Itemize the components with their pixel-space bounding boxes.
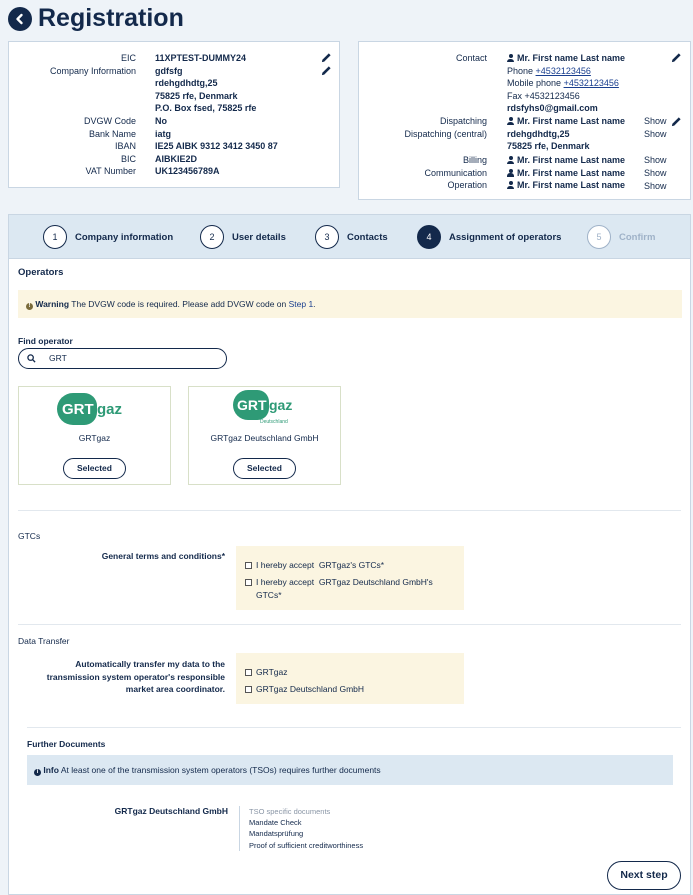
contact-mobile: Mobile phone +4532123456 [507,78,619,89]
data-transfer-options-box [236,653,464,704]
contact-email: rdsfyhs0@gmail.com [507,103,598,114]
gtc-continuation: GTCs* [256,590,282,600]
company-information-label: Company Information [49,65,136,76]
person-icon [507,169,514,177]
page-header [8,4,184,33]
bic-value: AIBKIE2D [155,153,198,164]
tso-documents-list [239,806,363,851]
checkbox[interactable] [245,686,252,693]
vat-number-label: VAT Number [85,166,136,177]
step-company-information[interactable] [43,225,173,249]
edit-pencil-icon[interactable] [671,116,682,127]
step-number: 4 [417,225,441,249]
operator-card-grtgaz-deutschland[interactable] [188,386,341,485]
company-name-value: gdfsfg [155,65,183,76]
dispatching-central-address-line2: 75825 rfe, Denmark [507,141,590,152]
registration-stepper [8,214,691,259]
step-number: 2 [200,225,224,249]
operator-card-grtgaz[interactable] [18,386,171,485]
step-number: 1 [43,225,67,249]
communication-label: Communication [424,167,487,178]
accept-gtc-grtgaz[interactable]: I hereby accept GRTgaz's GTCs* [245,559,384,572]
warning-icon: ! [26,303,33,310]
dvgw-code-value: No [155,116,167,126]
checkbox[interactable] [245,562,252,569]
step-1-link[interactable]: Step 1 [288,299,314,309]
step-label: Contacts [347,231,388,243]
contact-fax: Fax +4532123456 [507,90,580,101]
dispatching-central-show-link[interactable]: Show [644,129,667,139]
further-documents-info-banner: i Info At least one of the transmission system operators (TSOs) requires further documents [27,755,673,785]
dispatching-central-label: Dispatching (central) [404,128,487,139]
search-icon [27,354,36,363]
operator-name: GRTgaz [78,433,111,443]
operators-heading: Operators [18,267,64,278]
contact-label: Contact [455,53,487,63]
bank-name-label: Bank Name [88,128,136,139]
step-number: 3 [315,225,339,249]
step-label: Company information [75,231,174,243]
transfer-grtgaz-deutschland[interactable]: GRTgaz Deutschland GmbH [245,683,364,696]
person-icon [507,156,514,164]
further-documents-heading: Further Documents [27,739,106,749]
person-icon [507,181,514,189]
company-address-line1: rdehgdhdtg,25 [155,78,218,89]
operation-show-link[interactable]: Show [644,181,667,191]
iban-label: IBAN [114,141,136,152]
operators-panel [8,259,691,895]
back-arrow-icon[interactable] [8,7,32,31]
gtcs-label: General terms and conditions* [101,551,225,561]
company-address-line2: 75825 rfe, Denmark [155,90,238,101]
accept-gtc-grtgaz-deutschland[interactable]: I hereby accept GRTgaz Deutschland GmbH's [245,576,433,589]
dispatching-show-link[interactable]: Show [644,116,667,126]
selected-button[interactable]: Selected [63,458,126,479]
edit-pencil-icon[interactable] [321,52,332,63]
gtcs-options-box [236,546,464,610]
document-item: Mandate Check [249,818,302,828]
step-label: Confirm [619,231,656,243]
communication-name: Mr. First name Last name [507,167,625,180]
step-user-details[interactable] [200,225,286,249]
bank-name-value: iatg [155,128,172,139]
phone-link[interactable]: +4532123456 [535,65,591,76]
step-confirm [587,225,655,249]
operator-search-input[interactable] [18,348,227,369]
document-item: Mandatsprüfung [249,829,304,839]
vat-number-value: UK123456789A [155,166,220,177]
checkbox[interactable] [245,669,252,676]
step-label: Assignment of operators [449,231,562,243]
dispatching-name: Mr. First name Last name [507,115,625,128]
document-item: Proof of sufficient creditworthiness [249,840,364,850]
contact-name: Mr. First name Last name [507,52,625,65]
company-info-card [8,41,340,188]
company-address-line3: P.O. Box fsed, 75825 rfe [155,103,257,114]
step-number: 5 [587,225,611,249]
mobile-phone-link[interactable]: +4532123456 [563,78,619,89]
search-value: GRT [49,353,67,363]
dvgw-code-label: DVGW Code [83,116,136,126]
data-transfer-heading: Data Transfer [18,636,70,646]
operation-label: Operation [447,180,487,191]
find-operator-label: Find operator [18,336,73,346]
info-icon: i [34,769,41,776]
eic-value: 11XPTEST-DUMMY24 [155,53,247,63]
gtcs-heading: GTCs [18,531,41,541]
communication-show-link[interactable]: Show [644,168,667,178]
selected-button[interactable]: Selected [233,458,296,479]
step-label: User details [232,231,286,243]
data-transfer-label: Automatically transfer my data to the transmission system operator's responsible market area coordinator. [46,659,225,695]
contacts-card [358,41,691,200]
dispatching-label: Dispatching [439,116,487,126]
operator-name: GRTgaz Deutschland GmbH [210,433,319,443]
bic-label: BIC [120,153,136,164]
section-divider [27,727,681,728]
section-divider [18,510,681,511]
next-step-button[interactable]: Next step [607,861,681,890]
iban-value: IE25 AIBK 9312 3412 3450 87 [155,141,278,152]
dispatching-central-address-line1: rdehgdhdtg,25 [507,128,570,139]
edit-pencil-icon[interactable] [321,65,332,76]
docs-header: TSO specific documents [249,807,331,816]
section-divider [18,624,681,625]
checkbox[interactable] [245,579,252,586]
edit-pencil-icon[interactable] [671,52,682,63]
transfer-grtgaz[interactable]: GRTgaz [245,666,288,679]
person-icon [507,117,514,125]
page-title: Registration [38,4,184,32]
step-contacts[interactable] [315,225,388,249]
step-assignment-of-operators[interactable] [417,225,561,249]
tso-name: GRTgaz Deutschland GmbH [114,806,228,816]
eic-label: EIC [120,53,136,63]
billing-label: Billing [462,155,487,165]
person-icon [507,54,514,62]
grtgaz-logo: GRT gaz [57,393,133,425]
billing-name: Mr. First name Last name [507,154,625,167]
operation-name: Mr. First name Last name [507,179,625,192]
billing-show-link[interactable]: Show [644,155,667,165]
dvgw-warning-banner: ! Warning The DVGW code is required. Please add DVGW code on Step 1. [18,290,682,318]
contact-phone: Phone +4532123456 [507,65,591,76]
grtgaz-deutschland-logo: GRT gaz Deutschland [233,390,309,426]
